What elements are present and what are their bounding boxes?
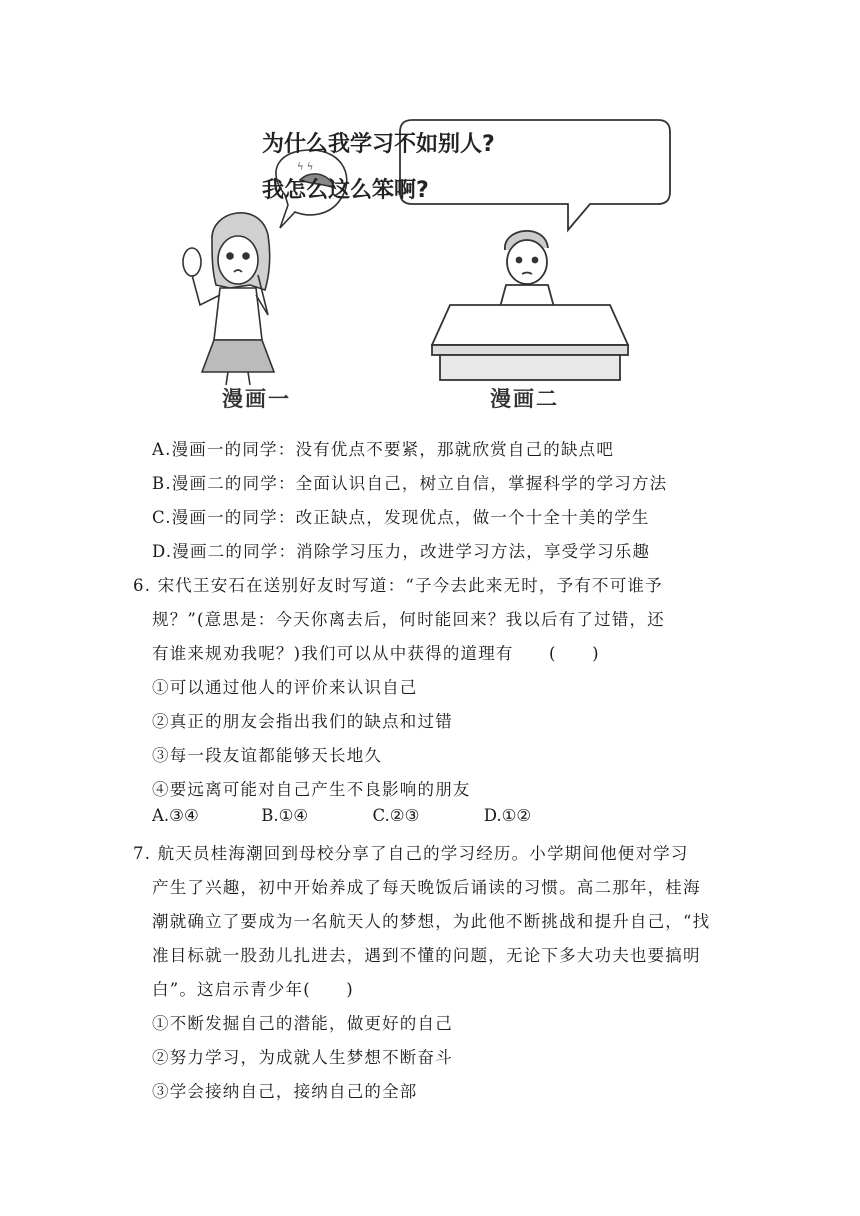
q7-item-1: ①不断发掘自己的潜能，做更好的自己	[152, 1014, 453, 1033]
q6-item-3: ③每一段友谊都能够天长地久	[152, 746, 383, 765]
q6-option-b: B.①④	[261, 806, 309, 825]
q7-stem-line-2: 产生了兴趣，初中开始养成了每天晚饭后诵读的习惯。高二那年，桂海	[152, 878, 701, 897]
q5-option-c: C.漫画一的同学：改正缺点，发现优点，做一个十全十美的学生	[152, 508, 650, 527]
caption-comic-1: 漫画一	[222, 387, 291, 411]
q7-stem-line-4: 准目标就一股劲儿扎进去，遇到不懂的问题，无论下多大功夫也要搞明	[152, 946, 701, 965]
q7-stem-line-3: 潮就确立了要成为一名航天人的梦想，为此他不断挑战和提升自己，“找	[152, 912, 711, 931]
q6-option-c: C.②③	[372, 806, 420, 825]
q5-option-a: A.漫画一的同学：没有优点不要紧，那就欣赏自己的缺点吧	[152, 440, 615, 459]
q7-stem-line-1: 7. 航天员桂海潮回到母校分享了自己的学习经历。小学期间他便对学习	[133, 844, 689, 863]
q6-item-4: ④要远离可能对自己产生不良影响的朋友	[152, 780, 471, 799]
q7-stem-line-5: 白”。这启示青少年( )	[152, 980, 354, 999]
q6-stem-line-3: 有谁来规劝我呢？)我们可以从中获得的道理有 ( )	[152, 644, 600, 663]
speech-bubble-line-2: 我怎么这么笨啊?	[262, 178, 429, 203]
svg-text:ϟ ϟ: ϟ ϟ	[297, 162, 314, 173]
q6-stem-line-1: 6. 宋代王安石在送别好友时写道：“子今去此来无时，予有不可谁予	[133, 576, 663, 595]
q6-option-a: A.③④	[152, 806, 199, 825]
cartoon-figure	[150, 100, 710, 430]
caption-comic-2: 漫画二	[490, 387, 559, 411]
q5-option-d: D.漫画二的同学：消除学习压力，改进学习方法，享受学习乐趣	[152, 542, 651, 561]
speech-bubble-line-1: 为什么我学习不如别人?	[262, 132, 495, 157]
q6-option-d: D.①②	[483, 806, 532, 825]
q5-option-b: B.漫画二的同学：全面认识自己，树立自信，掌握科学的学习方法	[152, 474, 668, 493]
q7-item-3: ③学会接纳自己，接纳自己的全部	[152, 1082, 418, 1101]
q6-stem-line-2: 规？”(意思是：今天你离去后，何时能回来？我以后有了过错，还	[152, 610, 665, 629]
q7-item-2: ②努力学习，为成就人生梦想不断奋斗	[152, 1048, 453, 1067]
q6-item-1: ①可以通过他人的评价来认识自己	[152, 678, 418, 697]
q6-options	[152, 806, 531, 825]
q6-item-2: ②真正的朋友会指出我们的缺点和过错	[152, 712, 453, 731]
